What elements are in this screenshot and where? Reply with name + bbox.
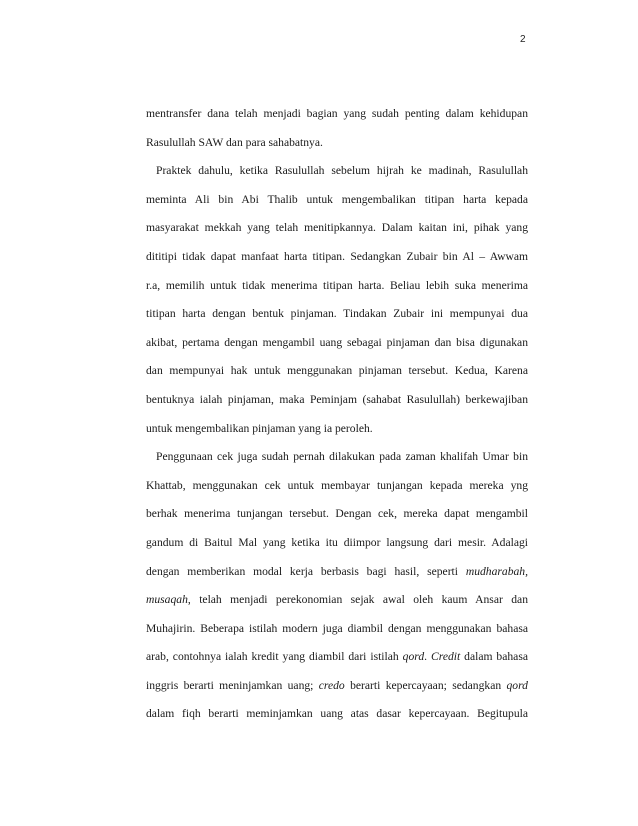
text-line: r.a, memilih untuk tidak menerima titipan harta. Beliau lebih suka menerima bbox=[146, 278, 528, 292]
italic-term: Credit bbox=[431, 650, 461, 664]
italic-term: mudharabah, bbox=[465, 564, 528, 578]
text-line: mentransfer dana telah menjadi bagian yang sudah penting dalam kehidupan bbox=[146, 107, 528, 120]
text-segment: berarti kepercayaan; sedangkan bbox=[350, 678, 502, 692]
text-line bbox=[146, 672, 528, 701]
text-line: Rasulullah SAW dan para sahabatnya. bbox=[146, 135, 323, 149]
text-line: dan mempunyai hak untuk menggunakan pinjaman tersebut. Kedua, Karena bbox=[146, 364, 528, 378]
text-line: titipan harta dengan bentuk pinjaman. Tindakan Zubair ini mempunyai dua bbox=[146, 307, 528, 321]
body-text bbox=[146, 100, 528, 729]
text-line: Praktek dahulu, ketika Rasulullah sebelum hijrah ke madinah, Rasulullah bbox=[156, 164, 528, 178]
text-segment: dalam bahasa bbox=[464, 650, 528, 664]
page-number: 2 bbox=[520, 34, 526, 45]
text-line: dalam fiqh berarti meminjamkan uang atas dasar kepercayaan. Begitupula bbox=[146, 707, 528, 721]
text-segment: , telah menjadi perekonomian sejak awal oleh kaum Ansar dan bbox=[187, 593, 528, 607]
text-line: gandum di Baitul Mal yang ketika itu diimpor langsung dari mesir. Adalagi bbox=[146, 535, 528, 549]
text-line: Khattab, menggunakan cek untuk membayar tunjangan kepada mereka yng bbox=[146, 478, 528, 492]
text-line: berhak menerima tunjangan tersebut. Dengan cek, mereka dapat mengambil bbox=[146, 507, 528, 521]
text-segment: dengan memberikan modal kerja berbasis bagi hasil, seperti bbox=[146, 564, 458, 578]
text-segment: inggris berarti meninjamkan uang; bbox=[146, 678, 314, 692]
text-line: Penggunaan cek juga sudah pernah dilakukan pada zaman khalifah Umar bin bbox=[156, 450, 528, 464]
text-line: masyarakat mekkah yang telah menitipkannya. Dalam kaitan ini, pihak yang bbox=[146, 221, 528, 235]
italic-term: qord bbox=[506, 678, 528, 692]
text-line: Muhajirin. Beberapa istilah modern juga diambil dengan menggunakan bahasa bbox=[146, 621, 528, 635]
italic-term: credo bbox=[318, 678, 345, 692]
text-segment: arab, contohnya ialah kredit yang diambil dari istilah bbox=[146, 650, 399, 664]
text-line: untuk mengembalikan pinjaman yang ia peroleh. bbox=[146, 421, 373, 435]
text-line bbox=[146, 558, 528, 587]
text-line bbox=[146, 643, 528, 672]
italic-term: qord bbox=[402, 650, 425, 664]
text-line: dititipi tidak dapat manfaat harta titipan. Sedangkan Zubair bin Al – Awwam bbox=[146, 249, 528, 263]
text-line bbox=[146, 586, 528, 615]
text-segment: . bbox=[424, 650, 428, 664]
italic-term: musaqah bbox=[146, 593, 188, 607]
text-line: bentuknya ialah pinjaman, maka Peminjam (sahabat Rasulullah) berkewajiban bbox=[146, 392, 528, 406]
text-line: akibat, pertama dengan mengambil uang sebagai pinjaman dan bisa digunakan bbox=[146, 335, 528, 349]
text-line: meminta Ali bin Abi Thalib untuk mengembalikan titipan harta kepada bbox=[146, 192, 528, 206]
